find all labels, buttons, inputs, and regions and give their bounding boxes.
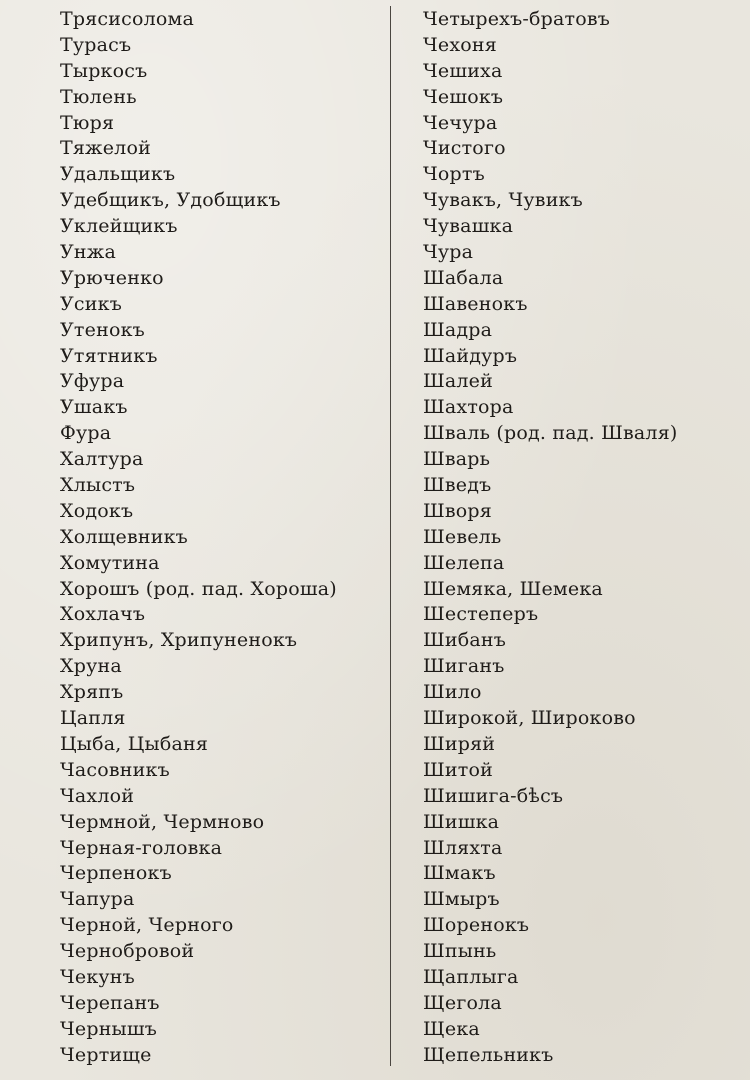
word-entry: Щегола [423,991,502,1014]
word-entry: Чура [423,241,474,264]
word-entry: Уклейщикъ [60,215,178,238]
word-entry: Цыба, Цыбаня [60,732,209,755]
word-entry: Чахлой [60,784,135,807]
word-entry: Шляхта [423,836,503,859]
word-entry: Цапля [60,707,126,730]
word-entry: Шваль (род. пад. Шваля) [423,422,678,445]
word-entry: Чермной, Чермново [60,810,265,833]
word-entry: Ушакъ [60,396,128,419]
word-entry: Шишига-бѣсъ [423,784,564,807]
right-column [423,7,743,1069]
word-entry: Широкой, Широково [423,707,636,730]
word-entry: Тяжелой [60,137,151,160]
word-entry: Чернобровой [60,940,195,963]
word-entry: Удальщикъ [60,163,176,186]
word-entry: Шпынь [423,940,497,963]
word-entry: Чешиха [423,59,503,82]
word-entry: Хряпъ [60,681,124,704]
word-entry: Уфура [60,370,125,393]
word-entry: Чапура [60,888,135,911]
word-entry: Шило [423,681,482,704]
word-entry: Щепельникъ [423,1043,554,1066]
word-entry: Тыркосъ [60,59,148,82]
word-entry: Чернышъ [60,1017,158,1040]
word-entry: Чортъ [423,163,485,186]
word-entry: Хохлачъ [60,603,146,626]
word-entry: Хлыстъ [60,474,136,497]
word-entry: Щека [423,1017,480,1040]
word-entry: Шмыръ [423,888,500,911]
word-entry: Турасъ [60,33,132,56]
word-entry: Чувашка [423,215,514,238]
word-entry: Халтура [60,448,144,471]
word-entry: Усикъ [60,292,122,315]
word-entry: Черной, Черного [60,914,234,937]
word-entry: Щаплыга [423,965,519,988]
word-entry: Хорошъ (род. пад. Хороша) [60,577,337,600]
word-entry: Шайдуръ [423,344,518,367]
word-entry: Чувакъ, Чувикъ [423,189,583,212]
word-entry: Ширяй [423,732,496,755]
word-entry: Хомутина [60,551,160,574]
word-entry: Унжа [60,241,117,264]
word-entry: Шведъ [423,474,492,497]
word-entry: Шабала [423,266,504,289]
word-entry: Ходокъ [60,499,134,522]
word-entry: Хрипунъ, Хрипуненокъ [60,629,298,652]
word-entry: Чертище [60,1043,152,1066]
word-entry: Шоренокъ [423,914,530,937]
word-entry: Четырехъ-братовъ [423,8,611,30]
word-entry: Холщевникъ [60,525,188,548]
word-entry: Шишка [423,810,500,833]
word-entry: Шитой [423,758,493,781]
word-entry: Урюченко [60,266,164,289]
word-entry: Чистого [423,137,506,160]
word-entry: Шмакъ [423,862,496,885]
word-entry: Чехоня [423,33,497,56]
word-entry: Чешокъ [423,85,504,108]
word-entry: Шибанъ [423,629,507,652]
word-entry: Фура [60,422,112,445]
word-entry: Утятникъ [60,344,158,367]
word-entry: Шахтора [423,396,514,419]
word-entry: Черпенокъ [60,862,172,885]
word-entry: Шевель [423,525,502,548]
word-entry: Шварь [423,448,491,471]
word-entry: Черная-головка [60,836,223,859]
word-entry: Чечура [423,111,498,134]
word-entry: Удебщикъ, Удобщикъ [60,189,281,212]
word-entry: Шестеперъ [423,603,539,626]
word-entry: Шавенокъ [423,292,528,315]
word-entry: Черепанъ [60,991,160,1014]
word-entry: Тюлень [60,85,137,108]
word-entry: Шалей [423,370,493,393]
left-column [60,7,380,1069]
word-entry: Шемяка, Шемека [423,577,603,600]
word-entry: Трясисолома [60,8,195,30]
word-entry: Часовникъ [60,758,170,781]
word-entry: Утенокъ [60,318,145,341]
word-entry: Шворя [423,499,492,522]
column-divider [390,6,391,1066]
word-entry: Чекунъ [60,965,135,988]
word-entry: Хруна [60,655,122,678]
word-entry: Шелепа [423,551,505,574]
word-entry: Шадра [423,318,493,341]
word-entry: Шиганъ [423,655,505,678]
word-entry: Тюря [60,111,115,134]
